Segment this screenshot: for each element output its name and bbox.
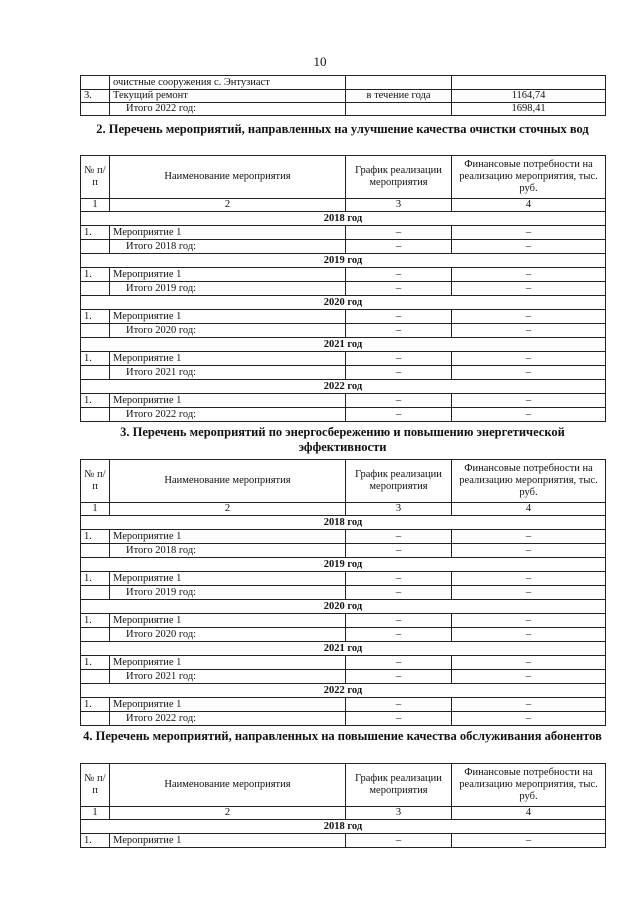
event-cost: – (452, 698, 606, 712)
empty-cell (81, 544, 110, 558)
event-schedule: – (346, 614, 452, 628)
table-row (81, 310, 606, 324)
header-num: № п/п (81, 460, 110, 503)
total-schedule: – (346, 240, 452, 254)
year-row (81, 338, 606, 352)
year-label: 2021 год (81, 642, 606, 656)
table-row (81, 226, 606, 240)
total-cost: – (452, 366, 606, 380)
event-schedule: – (346, 656, 452, 670)
table-row (81, 268, 606, 282)
total-row (81, 544, 606, 558)
event-schedule: – (346, 698, 452, 712)
total-label: Итого 2020 год: (110, 324, 346, 338)
page-number: 10 (313, 54, 327, 69)
event-num: 1. (81, 698, 110, 712)
section-title: 3. Перечень мероприятий по энергосбережению и повышению энергетической эффективности (120, 425, 565, 454)
year-row (81, 516, 606, 530)
event-name: Мероприятие 1 (110, 268, 346, 282)
event-name: Мероприятие 1 (110, 614, 346, 628)
event-cost: – (452, 530, 606, 544)
total-row (81, 366, 606, 380)
event-schedule: – (346, 572, 452, 586)
year-label: 2018 год (81, 212, 606, 226)
year-row (81, 642, 606, 656)
year-row (81, 684, 606, 698)
event-num: 1. (81, 572, 110, 586)
section-title: 2. Перечень мероприятий, направленных на улучшение качества очистки сточных вод (96, 122, 589, 136)
total-schedule: – (346, 366, 452, 380)
section-table (80, 763, 606, 848)
event-name: Мероприятие 1 (110, 352, 346, 366)
cell-schedule: в течение года (346, 90, 452, 103)
year-row (81, 212, 606, 226)
total-row (81, 628, 606, 642)
event-num: 1. (81, 656, 110, 670)
table-row (81, 656, 606, 670)
header-num: № п/п (81, 156, 110, 199)
event-cost: – (452, 614, 606, 628)
total-label: Итого 2019 год: (110, 282, 346, 296)
total-cost: – (452, 408, 606, 422)
header-cost: Финансовые потребности на реализацию мероприятия, тыс. руб. (452, 460, 606, 503)
empty-cell (81, 366, 110, 380)
empty-cell (81, 628, 110, 642)
event-schedule: – (346, 310, 452, 324)
total-label: Итого 2022 год: (110, 103, 346, 116)
col-number: 2 (110, 199, 346, 212)
col-number: 4 (452, 503, 606, 516)
event-cost: – (452, 656, 606, 670)
header-cost: Финансовые потребности на реализацию мероприятия, тыс. руб. (452, 764, 606, 807)
col-number: 3 (346, 199, 452, 212)
year-row (81, 600, 606, 614)
year-label: 2019 год (81, 558, 606, 572)
event-cost: – (452, 268, 606, 282)
event-num: 1. (81, 226, 110, 240)
total-cost: – (452, 324, 606, 338)
event-name: Мероприятие 1 (110, 226, 346, 240)
event-schedule: – (346, 394, 452, 408)
table-row (81, 76, 606, 90)
event-schedule: – (346, 226, 452, 240)
empty-cell (81, 324, 110, 338)
col-number: 2 (110, 503, 346, 516)
header-row (81, 460, 606, 503)
year-row (81, 296, 606, 310)
total-label: Итого 2020 год: (110, 628, 346, 642)
total-cost: – (452, 670, 606, 684)
empty-cell (81, 408, 110, 422)
col-number: 3 (346, 503, 452, 516)
year-label: 2020 год (81, 600, 606, 614)
total-cost: – (452, 712, 606, 726)
year-row (81, 558, 606, 572)
total-label: Итого 2018 год: (110, 544, 346, 558)
header-schedule: График реализации мероприятия (346, 460, 452, 503)
total-schedule: – (346, 544, 452, 558)
empty-cell (81, 586, 110, 600)
cell-num (81, 103, 110, 116)
event-schedule: – (346, 268, 452, 282)
header-row (81, 156, 606, 199)
total-row (81, 282, 606, 296)
total-row (81, 408, 606, 422)
event-name: Мероприятие 1 (110, 834, 346, 848)
cell-name: Текущий ремонт (110, 90, 346, 103)
event-name: Мероприятие 1 (110, 310, 346, 324)
cell-num: 3. (81, 90, 110, 103)
col-number: 4 (452, 199, 606, 212)
table-row (81, 614, 606, 628)
column-number-row (81, 807, 606, 820)
event-num: 1. (81, 394, 110, 408)
total-cost: – (452, 240, 606, 254)
total-label: Итого 2021 год: (110, 670, 346, 684)
event-cost: – (452, 394, 606, 408)
table-row (81, 394, 606, 408)
event-schedule: – (346, 834, 452, 848)
event-num: 1. (81, 310, 110, 324)
event-name: Мероприятие 1 (110, 656, 346, 670)
event-num: 1. (81, 352, 110, 366)
table-row (81, 90, 606, 103)
cell-num (81, 76, 110, 90)
header-num: № п/п (81, 764, 110, 807)
event-cost: – (452, 226, 606, 240)
event-schedule: – (346, 530, 452, 544)
event-num: 1. (81, 530, 110, 544)
column-number-row (81, 199, 606, 212)
year-row (81, 820, 606, 834)
event-cost: – (452, 572, 606, 586)
total-label: Итого 2019 год: (110, 586, 346, 600)
header-schedule: График реализации мероприятия (346, 156, 452, 199)
total-schedule: – (346, 712, 452, 726)
year-row (81, 380, 606, 394)
total-row (81, 240, 606, 254)
year-label: 2020 год (81, 296, 606, 310)
event-cost: – (452, 310, 606, 324)
empty-cell (81, 282, 110, 296)
year-row (81, 254, 606, 268)
col-number: 2 (110, 807, 346, 820)
table-row (81, 572, 606, 586)
total-cost: – (452, 628, 606, 642)
col-number: 4 (452, 807, 606, 820)
total-label: Итого 2021 год: (110, 366, 346, 380)
top-table (80, 75, 606, 116)
event-name: Мероприятие 1 (110, 394, 346, 408)
table-row (81, 352, 606, 366)
year-label: 2022 год (81, 380, 606, 394)
total-schedule: – (346, 324, 452, 338)
event-name: Мероприятие 1 (110, 698, 346, 712)
empty-cell (81, 670, 110, 684)
total-schedule: – (346, 408, 452, 422)
total-cost: – (452, 282, 606, 296)
cell-name: очистные сооружения с. Энтузиаст (110, 76, 346, 90)
col-number: 1 (81, 199, 110, 212)
event-num: 1. (81, 834, 110, 848)
header-name: Наименование мероприятия (110, 156, 346, 199)
year-label: 2019 год (81, 254, 606, 268)
total-cost: – (452, 544, 606, 558)
event-name: Мероприятие 1 (110, 572, 346, 586)
header-name: Наименование мероприятия (110, 460, 346, 503)
empty-cell (81, 712, 110, 726)
total-label: Итого 2018 год: (110, 240, 346, 254)
section-table (80, 459, 606, 726)
total-schedule: – (346, 586, 452, 600)
col-number: 3 (346, 807, 452, 820)
year-label: 2021 год (81, 338, 606, 352)
year-label: 2018 год (81, 820, 606, 834)
total-label: Итого 2022 год: (110, 408, 346, 422)
section-table (80, 155, 606, 422)
cell-schedule (346, 76, 452, 90)
total-row (81, 586, 606, 600)
header-schedule: График реализации мероприятия (346, 764, 452, 807)
total-schedule: – (346, 282, 452, 296)
total-label: Итого 2022 год: (110, 712, 346, 726)
event-cost: – (452, 352, 606, 366)
empty-cell (81, 240, 110, 254)
total-schedule: – (346, 670, 452, 684)
total-row (81, 324, 606, 338)
col-number: 1 (81, 807, 110, 820)
section-title: 4. Перечень мероприятий, направленных на повышение качества обслуживания абонентов (83, 729, 602, 743)
table-row (81, 834, 606, 848)
event-cost: – (452, 834, 606, 848)
year-label: 2018 год (81, 516, 606, 530)
total-cost: 1698,41 (452, 103, 606, 116)
total-row (81, 712, 606, 726)
total-schedule: – (346, 628, 452, 642)
total-row (81, 103, 606, 116)
table-row (81, 698, 606, 712)
cell-schedule (346, 103, 452, 116)
event-num: 1. (81, 614, 110, 628)
event-name: Мероприятие 1 (110, 530, 346, 544)
column-number-row (81, 503, 606, 516)
total-row (81, 670, 606, 684)
header-name: Наименование мероприятия (110, 764, 346, 807)
year-label: 2022 год (81, 684, 606, 698)
table-row (81, 530, 606, 544)
header-row (81, 764, 606, 807)
header-cost: Финансовые потребности на реализацию мероприятия, тыс. руб. (452, 156, 606, 199)
col-number: 1 (81, 503, 110, 516)
event-schedule: – (346, 352, 452, 366)
cell-cost (452, 76, 606, 90)
total-cost: – (452, 586, 606, 600)
event-num: 1. (81, 268, 110, 282)
cell-cost: 1164,74 (452, 90, 606, 103)
